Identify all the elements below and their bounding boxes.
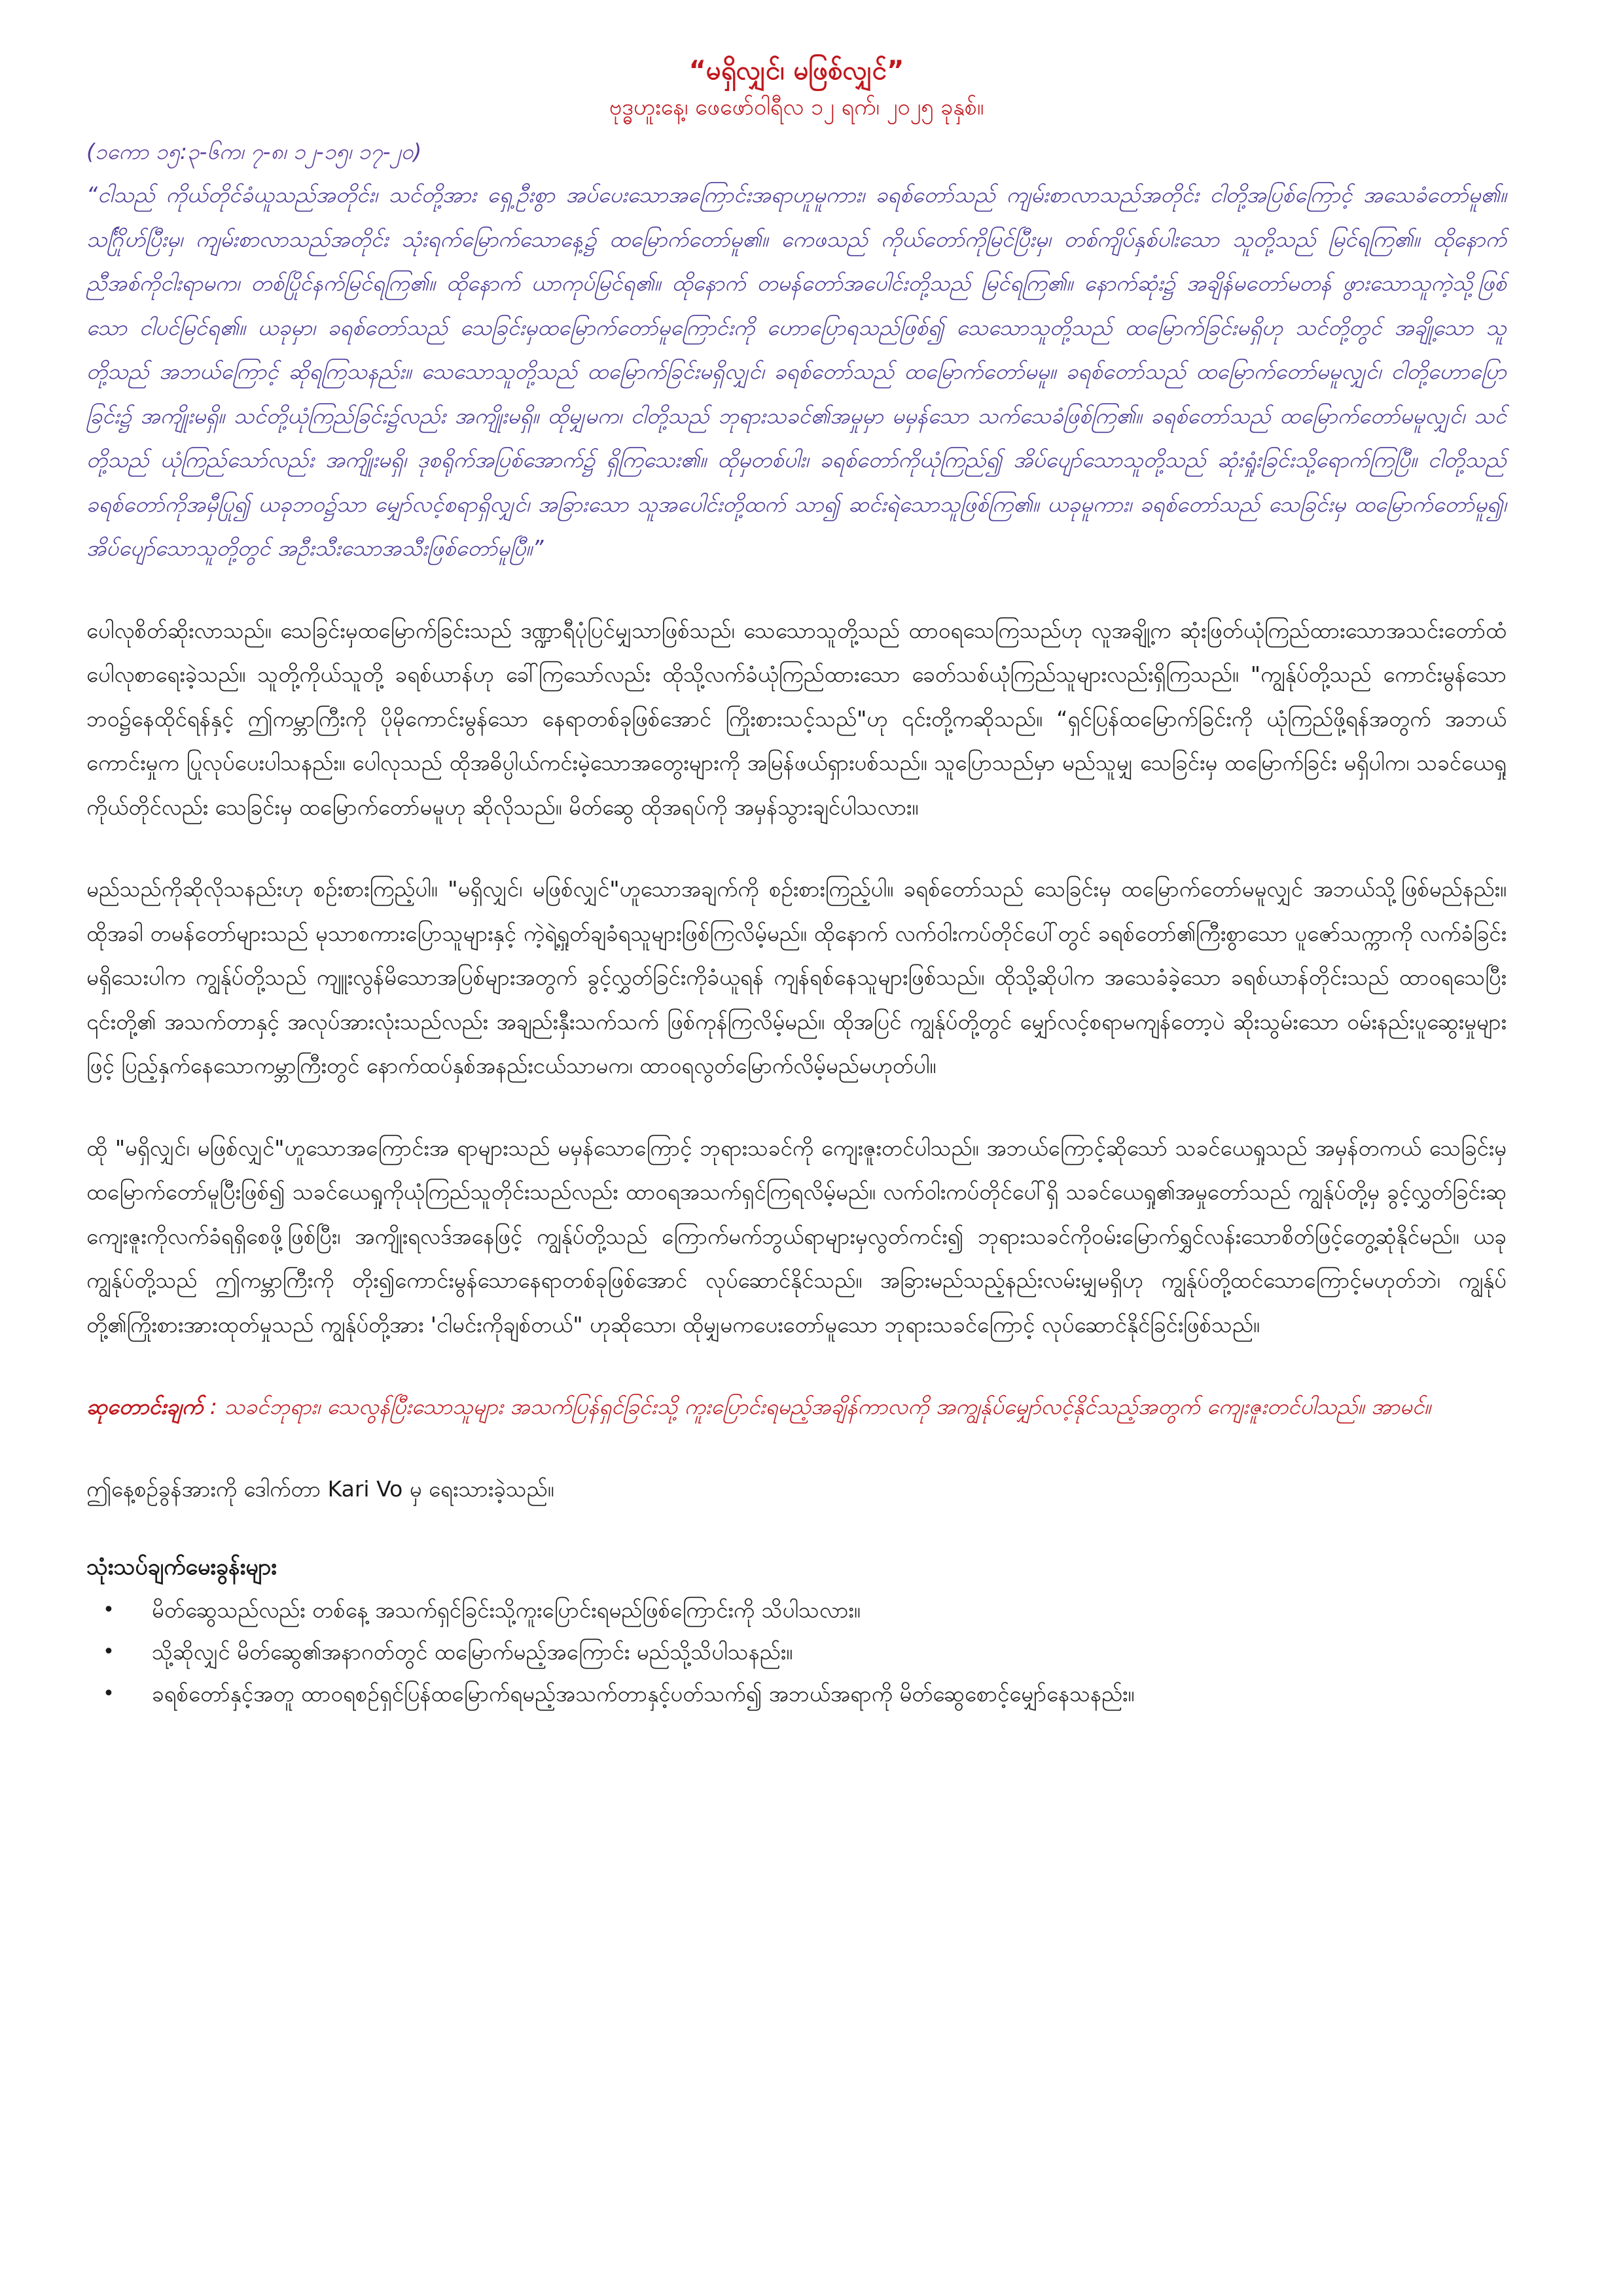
reflection-question-list bbox=[86, 1589, 1507, 1715]
prayer-separator: : bbox=[203, 1394, 224, 1419]
reflection-question-text: မိတ်ဆွေသည်လည်း တစ်နေ့ အသက်ရှင်ခြင်းသို့ကူးပြောင်းရမည်ဖြစ်ကြောင်းကို သိပါသလား။ bbox=[152, 1597, 861, 1623]
reflection-question bbox=[86, 1589, 1507, 1631]
prayer-text: သခင်ဘုရား၊ သေလွန်ပြီးသောသူများ အသက်ပြန်ရှင်ခြင်းသို့ ကူးပြောင်းရမည့်အချိန်ကာလကို အကျွန်ုပ်မျှော်လင့်နိုင်သည့်အတွက် ကျေးဇူးတင်ပါသည်။ အာမင်။ bbox=[224, 1394, 1431, 1419]
bullet-icon: • bbox=[103, 1682, 115, 1705]
body-paragraph-3: ထို "မရှိလျှင်၊ မဖြစ်လျှင်"ဟူသောအကြောင်းအ ရာများသည် မမှန်သောကြောင့် ဘုရားသခင်ကို ကျေးဇူးတင်ပါသည်။ အဘယ်ကြောင့်ဆိုသော် သခင်ယေရှုသည် အမှန်တကယ် သေခြင်းမှထမြောက်တော်မူပြီးဖြစ်၍ သခင်ယေရှုကိုယုံကြည်သူတိုင်းသည်လည်း ထာဝရအသက်ရှင်ကြရလိမ့်မည်။ လက်ဝါးကပ်တိုင်ပေါ်ရှိ သခင်ယေရှု၏အမှုတော်သည် ကျွန်ုပ်တို့မှ ခွင့်လွှတ်ခြင်းဆုကျေးဇူးကိုလက်ခံရရှိစေဖို့ဖြစ်ပြီး၊ အကျိုးရလဒ်အနေဖြင့် ကျွန်ုပ်တို့သည် ကြောက်မက်ဘွယ်ရာများမှလွတ်ကင်း၍ ဘုရားသခင်ကိုဝမ်းမြောက်ရွှင်လန်းသောစိတ်ဖြင့်တွေ့ဆုံနိုင်မည်။ ယခု ကျွန်ုပ်တို့သည် ဤကမ္ဘာကြီးကို တိုး၍ကောင်းမွန်သောနေရာတစ်ခုဖြစ်အောင် လုပ်ဆောင်နိုင်သည်။ အခြားမည်သည့်နည်းလမ်းမျှမရှိဟု ကျွန်ုပ်တို့ထင်သောကြောင့်မဟုတ်ဘဲ၊ ကျွန်ုပ်တို့၏ကြိုးစားအားထုတ်မှုသည် ကျွန်ုပ်တို့အား 'ငါမင်းကိုချစ်တယ်" ဟုဆိုသော၊ ထိုမျှမကပေးတော်မူသော ဘုရားသခင်ကြောင့် လုပ်ဆောင်နိုင်ခြင်းဖြစ်သည်။ bbox=[86, 1135, 1507, 1337]
prayer-block bbox=[86, 1385, 1507, 1429]
scripture-reference: (၁ကော ၁၅:၃-၆က၊ ၇-၈၊ ၁၂-၁၅၊ ၁၇-၂၀) bbox=[86, 139, 422, 164]
scripture-text: “ငါသည် ကိုယ်တိုင်ခံယူသည်အတိုင်း၊ သင်တို့အား ရှေ့ဦးစွာ အပ်ပေးသောအကြောင်းအရာဟူမူကား၊ ခရစ်တော်သည် ကျမ်းစာလာသည်အတိုင်း ငါတို့အပြစ်ကြောင့် အသေခံတော်မူ၏။ သင်္ဂြိုဟ်ပြီးမှ၊ ကျမ်းစာလာသည်အတိုင်း သုံးရက်မြောက်သောနေ့၌ ထမြောက်တော်မူ၏။ ကေဖသည် ကိုယ်တော်ကိုမြင်ပြီးမှ၊ တစ်ကျိပ်နှစ်ပါးသော သူတို့သည် မြင်ရကြ၏။ ထိုနောက် ညီအစ်ကိုငါးရာမက၊ တစ်ပြိုင်နက်မြင်ရကြ၏။ ထိုနောက် ယာကုပ်မြင်ရ၏။ ထိုနောက် တမန်တော်အပေါင်းတို့သည် မြင်ရကြ၏။ နောက်ဆုံး၌ အချိန်မတော်မတန် ဖွားသောသူကဲ့သို့ဖြစ်သော ငါပင်မြင်ရ၏။ ယခုမှာ၊ ခရစ်တော်သည် သေခြင်းမှထမြောက်တော်မူကြောင်းကို ဟောပြောရသည်ဖြစ်၍ သေသောသူတို့သည် ထမြောက်ခြင်းမရှိဟု သင်တို့တွင် အချို့သော သူတို့သည် အဘယ်ကြောင့် ဆိုရကြသနည်း။ သေသောသူတို့သည် ထမြောက်ခြင်းမရှိလျှင်၊ ခရစ်တော်သည် ထမြောက်တော်မမူ။ ခရစ်တော်သည် ထမြောက်တော်မမူလျှင်၊ ငါတို့ဟောပြောခြင်း၌ အကျိုးမရှိ။ သင်တို့ယုံကြည်ခြင်း၌လည်း အကျိုးမရှိ။ ထိုမျှမက၊ ငါတို့သည် ဘုရားသခင်၏အမှုမှာ မမှန်သော သက်သေခံဖြစ်ကြ၏။ ခရစ်တော်သည် ထမြောက်တော်မမူလျှင်၊ သင်တို့သည် ယုံကြည်သော်လည်း အကျိုးမရှိ၊ ဒုစရိုက်အပြစ်အောက်၌ ရှိကြသေး၏။ ထိုမှတစ်ပါး၊ ခရစ်တော်ကိုယုံကြည်၍ အိပ်ပျော်သောသူတို့သည် ဆုံးရှုံးခြင်းသို့ရောက်ကြပြီ။ ငါတို့သည် ခရစ်တော်ကိုအမှီပြု၍ ယခုဘဝ၌သာ မျှော်လင့်စရာရှိလျှင်၊ အခြားသော သူအပေါင်းတို့ထက် သာ၍ ဆင်းရဲသောသူဖြစ်ကြ၏။ ယခုမူကား၊ ခရစ်တော်သည် သေခြင်းမှ ထမြောက်တော်မူ၍၊ အိပ်ပျော်သောသူတို့တွင် အဦးသီးသောအသီးဖြစ်တော်မူပြီ။” bbox=[86, 182, 1507, 561]
bullet-icon: • bbox=[103, 1598, 115, 1621]
body-paragraph-1: ပေါလုစိတ်ဆိုးလာသည်။ သေခြင်းမှထမြောက်ခြင်းသည် ဒဏ္ဍာရီပုံပြင်မျှသာဖြစ်သည်၊ သေသောသူတို့သည် ထာဝရသေကြသည်ဟု လူအချို့က ဆုံးဖြတ်ယုံကြည်ထားသောအသင်းတော်ထံ ပေါလုစာရေးခဲ့သည်။ သူတို့ကိုယ်သူတို့ ခရစ်ယာန်ဟု ခေါ်ကြသော်လည်း ထိုသို့လက်ခံယုံကြည်ထားသော ခေတ်သစ်ယုံကြည်သူများလည်းရှိကြသည်။ "ကျွန်ုပ်တို့သည် ကောင်းမွန်သောဘဝ၌နေထိုင်ရန်နှင့် ဤကမ္ဘာကြီးကို ပိုမိုကောင်းမွန်သော နေရာတစ်ခုဖြစ်အောင် ကြိုးစားသင့်သည်"ဟု ၎င်းတို့ကဆိုသည်။ “ရှင်ပြန်ထမြောက်ခြင်းကို ယုံကြည်ဖို့ရန်အတွက် အဘယ်ကောင်းမှုက ပြုလုပ်ပေးပါသနည်း။ ပေါလုသည် ထိုအဓိပ္ပါယ်ကင်းမဲ့သောအတွေးများကို အမြန်ဖယ်ရှားပစ်သည်။ သူပြောသည်မှာ မည်သူမျှ သေခြင်းမှ ထမြောက်ခြင်း မရှိပါက၊ သခင်ယေရှုကိုယ်တိုင်လည်း သေခြင်းမှ ထမြောက်တော်မမူဟု ဆိုလိုသည်။ မိတ်ဆွေ ထိုအရပ်ကို အမှန်သွားချင်ပါသလား။ bbox=[86, 617, 1507, 820]
reflection-question-text: သို့ဆိုလျှင် မိတ်ဆွေ၏အနာဂတ်တွင် ထမြောက်မည့်အကြောင်း မည်သို့သိပါသနည်း။ bbox=[152, 1639, 793, 1665]
author-credit: ဤနေ့စဉ်ခွန်အားကို ဒေါက်တာ Kari Vo မှ ရေးသားခဲ့သည်။ bbox=[86, 1475, 554, 1502]
reflection-question-text: ခရစ်တော်နှင့်အတူ ထာဝရစဉ်ရှင်ပြန်ထမြောက်ရမည့်အသက်တာနှင့်ပတ်သက်၍ အဘယ်အရာကို မိတ်ဆွေစောင့်မျှော်နေသနည်း။ bbox=[152, 1681, 1135, 1706]
devotional-date: ဗုဒ္ဓဟူးနေ့၊ ဖေဖော်ဝါရီလ ၁၂ ရက်၊ ၂၀၂၅ ခုနှစ်။ bbox=[609, 94, 984, 120]
reflection-heading: သုံးသပ်ချက်မေးခွန်းများ bbox=[86, 1554, 277, 1580]
reflection-question bbox=[86, 1673, 1507, 1715]
reflection-question bbox=[86, 1631, 1507, 1673]
devotional-title: “မရှိလျှင်၊ မဖြစ်လျှင်” bbox=[688, 56, 904, 86]
body-paragraph-2: မည်သည်ကိုဆိုလိုသနည်းဟု စဉ်းစားကြည့်ပါ။ "မရှိလျှင်၊ မဖြစ်လျှင်"ဟူသောအချက်ကို စဉ်းစားကြည့်ပါ။ ခရစ်တော်သည် သေခြင်းမှ ထမြောက်တော်မမူလျှင် အဘယ်သို့ဖြစ်မည်နည်း။ ထိုအခါ တမန်တော်များသည် မုသာစကားပြောသူများနှင့် ကဲ့ရဲ့ရှုတ်ချခံရသူများဖြစ်ကြလိမ့်မည်။ ထိုနောက် လက်ဝါးကပ်တိုင်ပေါ်တွင် ခရစ်တော်၏ကြီးစွာသော ပူဇော်သက္ကာကို လက်ခံခြင်း မရှိသေးပါက ကျွန်ုပ်တို့သည် ကျူးလွန်မိသောအပြစ်များအတွက် ခွင့်လွှတ်ခြင်းကိုခံယူရန် ကျန်ရစ်နေသူများဖြစ်သည်။ ထိုသို့ဆိုပါက အသေခံခဲ့သော ခရစ်ယာန်တိုင်းသည် ထာဝရသေပြီး ၎င်းတို့၏ အသက်တာနှင့် အလုပ်အားလုံးသည်လည်း အချည်းနှီးသက်သက် ဖြစ်ကုန်ကြလိမ့်မည်။ ထိုအပြင် ကျွန်ုပ်တို့တွင် မျှော်လင့်စရာမကျန်တော့ပဲ ဆိုးသွမ်းသော ဝမ်းနည်းပူဆွေးမှုများဖြင့် ပြည့်နှက်နေသောကမ္ဘာကြီးတွင် နောက်ထပ်နှစ်အနည်းငယ်သာမက၊ ထာဝရလွတ်မြောက်လိမ့်မည်မဟုတ်ပါ။ bbox=[86, 876, 1507, 1078]
prayer-label: ဆုတောင်းချက် bbox=[86, 1394, 204, 1419]
bullet-icon: • bbox=[103, 1640, 115, 1663]
devotional-page bbox=[86, 52, 1507, 1715]
